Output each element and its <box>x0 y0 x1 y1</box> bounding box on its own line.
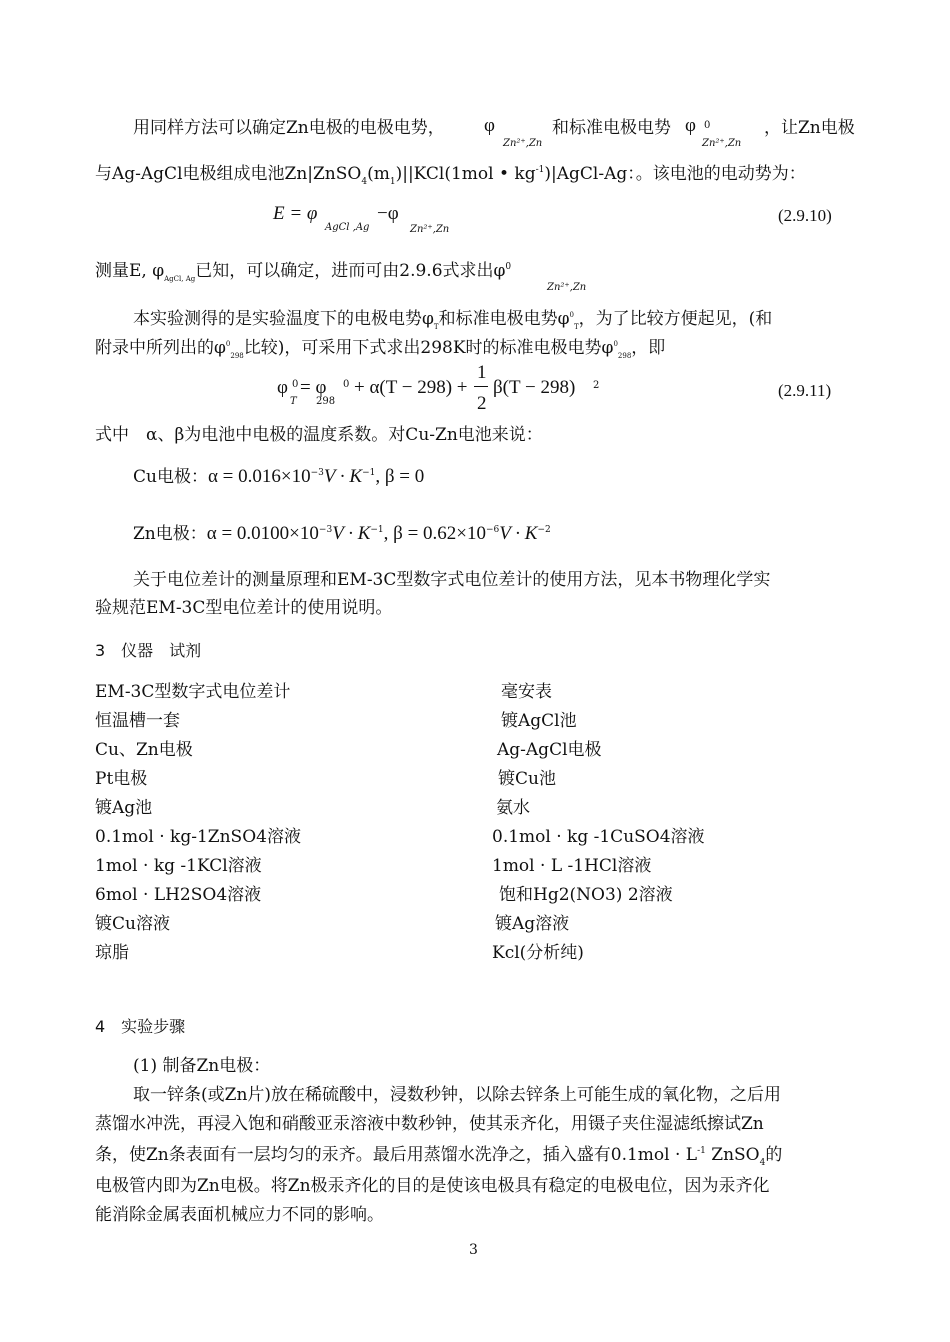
phi-subscript: Zn²⁺,Zn <box>503 138 543 149</box>
text: 条，使Zn条表面有一层均匀的汞齐。最后用蒸馏水洗净之，插入盛有0.1mol · L <box>95 1145 698 1165</box>
equipment-item: 6mol · LH2SO4溶液 <box>95 885 262 905</box>
phi0-superscript: 0 <box>704 120 711 131</box>
text: 与Ag-AgCl电极组成电池Zn|ZnSO <box>95 164 362 184</box>
step1-title: (1) 制备Zn电极： <box>133 1056 271 1076</box>
equipment-item: 毫安表 <box>501 682 552 702</box>
cu-electrode-line <box>133 463 424 491</box>
equipment-item: Cu、Zn电极 <box>95 740 193 760</box>
equipment-item: 氨水 <box>496 798 530 818</box>
superscript: −1 <box>370 525 384 535</box>
para5-line2: 验规范EM-3C型电位差计的使用说明。 <box>95 598 393 618</box>
superscript: −3 <box>318 525 333 535</box>
para1-line1 <box>133 114 445 142</box>
equipment-item: EM-3C型数字式电位差计 <box>95 682 291 702</box>
equipment-item: 镀Ag池 <box>95 798 153 818</box>
equipment-item: 1mol · kg -1KCl溶液 <box>95 856 262 876</box>
text: 和标准电极电势φ <box>438 309 570 329</box>
label: Cu电极： <box>133 467 208 487</box>
equipment-item: 镀Ag溶液 <box>495 914 570 934</box>
equipment-item: 0.1mol · kg-1ZnSO4溶液 <box>95 827 301 847</box>
text: 的 <box>765 1145 783 1165</box>
superscript: −1 <box>362 468 376 478</box>
equipment-item: 镀AgCl池 <box>501 711 577 731</box>
formula: α = 0.0100×10 <box>206 523 319 544</box>
eq2-lhs: φ <box>277 377 288 398</box>
superscript: 0 <box>225 340 231 348</box>
subscript: AgCl, Ag <box>164 275 196 283</box>
para3-line1 <box>133 305 772 333</box>
eq1-number: (2.9.10) <box>778 206 832 225</box>
superscript: 0 <box>569 311 574 319</box>
para1-line2 <box>95 160 806 188</box>
equipment-item: 恒温槽一套 <box>95 711 180 731</box>
superscript: 0 <box>505 262 512 272</box>
superscript: 0 <box>613 340 618 348</box>
eq2-rhs-sub: 298 <box>316 396 336 407</box>
subscript: T <box>573 323 579 331</box>
eq2-number: (2.9.11) <box>778 381 832 400</box>
eq2-frac-den: 2 <box>477 393 487 414</box>
formula: , β = 0.62×10 <box>383 523 487 544</box>
para1-line1-c: ，让Zn电极 <box>764 118 855 138</box>
eq1-sub-agcl: AgCl ,Ag <box>325 222 370 233</box>
superscript: -1 <box>697 1146 706 1156</box>
equipment-item: Pt电极 <box>95 769 148 789</box>
zn-electrode-line <box>133 520 551 548</box>
phi0-symbol: φ <box>685 115 696 136</box>
eq1-sub-zn: Zn²⁺,Zn <box>410 224 450 235</box>
subscript: 1 <box>389 177 396 187</box>
equipment-item: 1mol · L -1HCl溶液 <box>492 856 652 876</box>
phi-symbol: φ <box>484 115 495 136</box>
step1-line5: 能消除金属表面机械应力不同的影响。 <box>95 1205 384 1225</box>
eq2-eq: = φ <box>300 377 327 398</box>
superscript: −6 <box>486 525 500 535</box>
unit: V · K <box>332 523 371 544</box>
eq2-lhs-sup: 0 <box>292 379 299 390</box>
text: (m <box>367 164 390 184</box>
superscript: −2 <box>537 525 551 535</box>
eq2-lhs-sub: T <box>290 396 297 407</box>
text: ，即 <box>631 338 666 358</box>
eq1-minus: −φ <box>377 203 399 224</box>
step1-line2: 蒸馏水冲洗，再浸入饱和硝酸亚汞溶液中数秒钟，使其汞齐化，用镊子夹住湿滤纸擦试Zn <box>95 1114 764 1134</box>
equipment-item: 饱和Hg2(NO3) 2溶液 <box>499 885 673 905</box>
subscript: 298 <box>617 352 632 360</box>
para2 <box>95 257 511 285</box>
step1-line1: 取一锌条(或Zn片)放在稀硫酸中，浸数秒钟，以除去锌条上可能生成的氧化物，之后用 <box>133 1085 782 1105</box>
subscript: T <box>433 323 439 331</box>
equipment-item: Ag-AgCl电极 <box>497 740 602 760</box>
text: )|AgCl-Ag：。该电池的电动势为： <box>544 164 806 184</box>
unit: V · K <box>499 523 538 544</box>
text: )||KCl(1mol • kg <box>395 164 536 184</box>
text: 比较)，可采用下式求出298K时的标准电极电势φ <box>243 338 614 358</box>
equipment-item: 镀Cu溶液 <box>95 914 170 934</box>
eq2-frac-bar <box>474 386 488 387</box>
eq1-lhs: E = φ <box>273 203 318 224</box>
label: Zn电极： <box>133 524 207 544</box>
subscript: 4 <box>361 177 368 187</box>
superscript: -1 <box>535 165 545 175</box>
text: 用同样方法可以确定Zn电极的电极电势， <box>133 118 445 138</box>
step1-line4: 电极管内即为Zn电极。将Zn极汞齐化的目的是使该电极具有稳定的电极电位，因为汞齐化 <box>95 1176 770 1196</box>
para1-line1-b: 和标准电极电势 <box>552 118 671 138</box>
step1-line3 <box>95 1141 782 1169</box>
equipment-right-list <box>492 678 705 968</box>
equipment-item: 镀Cu池 <box>498 769 556 789</box>
eq2-term: + α(T − 298) + <box>354 377 468 398</box>
equipment-item: Kcl(分析纯) <box>492 943 584 963</box>
phi0-subscript: Zn²⁺,Zn <box>702 138 742 149</box>
para3-line2 <box>95 334 665 362</box>
text: ZnSO <box>705 1145 760 1165</box>
equipment-left-list <box>95 678 301 968</box>
page-number: 3 <box>469 1242 478 1258</box>
text: 已知，可以确定，进而可由2.9.6式求出φ <box>195 261 506 281</box>
eq2-square: 2 <box>593 380 600 391</box>
text: ，为了比较方便起见，(和 <box>578 309 773 329</box>
equipment-item: 琼脂 <box>95 943 129 963</box>
para4: 式中 α、β为电池中电极的温度系数。对Cu-Zn电池来说： <box>95 425 543 445</box>
eq2-term2: β(T − 298) <box>493 377 576 398</box>
text: 附录中所列出的φ <box>95 338 226 358</box>
text: 本实验测得的是实验温度下的电极电势φ <box>133 309 434 329</box>
subscript: 298 <box>230 352 244 360</box>
section3-title: 3 仪器 试剂 <box>95 641 202 660</box>
unit: V · K <box>323 466 363 487</box>
para5-line1: 关于电位差计的测量原理和EM-3C型数字式电位差计的使用方法，见本书物理化学实 <box>133 570 771 590</box>
section4-title: 4 实验步骤 <box>95 1017 186 1036</box>
equipment-item: 0.1mol · kg -1CuSO4溶液 <box>492 827 705 847</box>
superscript: −3 <box>310 468 324 478</box>
subscript: 4 <box>759 1158 766 1168</box>
text: 测量E, φ <box>95 261 165 281</box>
eq2-rhs-sup: 0 <box>343 379 350 390</box>
formula: α = 0.016×10 <box>207 466 311 487</box>
eq2-frac-num: 1 <box>477 362 487 383</box>
formula: , β = 0 <box>375 466 425 487</box>
para2-sub2: Zn²⁺,Zn <box>547 282 587 293</box>
